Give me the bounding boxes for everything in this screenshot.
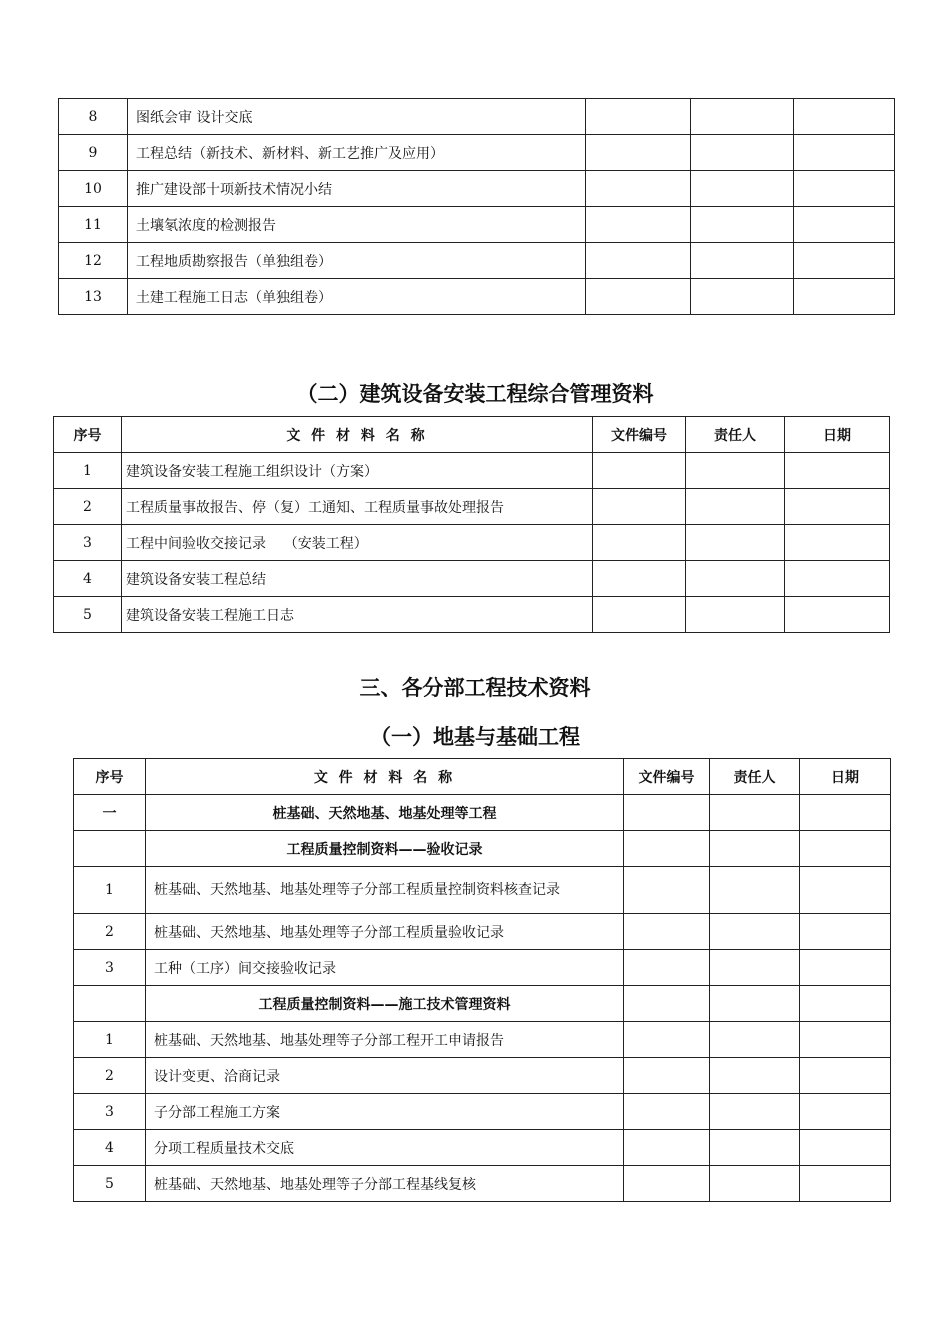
cell-date bbox=[794, 171, 895, 207]
table-row bbox=[59, 243, 895, 279]
row-name: 桩基础、天然地基、地基处理等子分部工程基线复核 bbox=[146, 1166, 624, 1202]
cell-code bbox=[624, 831, 710, 867]
group-row bbox=[74, 795, 891, 831]
cell-person bbox=[710, 1130, 800, 1166]
cell-date bbox=[800, 795, 891, 831]
row-name: 子分部工程施工方案 bbox=[146, 1094, 624, 1130]
cell-date bbox=[785, 561, 890, 597]
table-header-row bbox=[74, 759, 891, 795]
table-row bbox=[54, 561, 890, 597]
table-row bbox=[74, 914, 891, 950]
cell-date bbox=[800, 867, 891, 914]
table-row bbox=[59, 135, 895, 171]
cell-person bbox=[691, 171, 794, 207]
table-row bbox=[74, 867, 891, 914]
row-number: 8 bbox=[59, 99, 128, 135]
cell-date bbox=[785, 597, 890, 633]
cell-code bbox=[593, 561, 686, 597]
cell-empty bbox=[74, 986, 146, 1022]
row-number: 4 bbox=[54, 561, 122, 597]
cell-date bbox=[800, 950, 891, 986]
cell-person bbox=[710, 795, 800, 831]
cell-date bbox=[800, 831, 891, 867]
header-name: 文 件 材 料 名 称 bbox=[146, 759, 624, 795]
table-row bbox=[59, 207, 895, 243]
section-title-equipment: （二）建筑设备安装工程综合管理资料 bbox=[296, 382, 654, 406]
cell-person bbox=[686, 489, 785, 525]
row-number: 2 bbox=[54, 489, 122, 525]
row-name: 图纸会审 设计交底 bbox=[128, 99, 586, 135]
row-name: 工程中间验收交接记录 （安装工程） bbox=[122, 525, 593, 561]
section-subtitle-foundation: （一）地基与基础工程 bbox=[370, 725, 580, 749]
table-header-row bbox=[54, 417, 890, 453]
cell-date bbox=[785, 453, 890, 489]
cell-date bbox=[800, 1058, 891, 1094]
row-number: 10 bbox=[59, 171, 128, 207]
cell-code bbox=[624, 950, 710, 986]
cell-date bbox=[800, 1166, 891, 1202]
cell-person bbox=[691, 207, 794, 243]
section-title-technical: 三、各分部工程技术资料 bbox=[359, 676, 591, 700]
cell-code bbox=[593, 453, 686, 489]
row-number: 5 bbox=[54, 597, 122, 633]
header-no: 序号 bbox=[54, 417, 122, 453]
cell-code bbox=[624, 1058, 710, 1094]
row-number: 3 bbox=[74, 950, 146, 986]
row-number: 9 bbox=[59, 135, 128, 171]
table-row bbox=[59, 279, 895, 315]
subgroup-row bbox=[74, 986, 891, 1022]
cell-person bbox=[710, 1022, 800, 1058]
cell-date bbox=[785, 525, 890, 561]
row-name: 推广建设部十项新技术情况小结 bbox=[128, 171, 586, 207]
row-number: 13 bbox=[59, 279, 128, 315]
subgroup-row bbox=[74, 831, 891, 867]
cell-person bbox=[691, 135, 794, 171]
row-name: 桩基础、天然地基、地基处理等子分部工程质量控制资料核查记录 bbox=[146, 867, 624, 914]
table-row bbox=[74, 1058, 891, 1094]
header-person: 责任人 bbox=[686, 417, 785, 453]
cell-person bbox=[710, 1058, 800, 1094]
table-row bbox=[54, 597, 890, 633]
header-no: 序号 bbox=[74, 759, 146, 795]
row-name: 土壤氡浓度的检测报告 bbox=[128, 207, 586, 243]
cell-code bbox=[624, 795, 710, 831]
row-number: 12 bbox=[59, 243, 128, 279]
cell-date bbox=[800, 1022, 891, 1058]
cell-code bbox=[624, 1166, 710, 1202]
subgroup-title-management: 工程质量控制资料——施工技术管理资料 bbox=[146, 986, 624, 1022]
row-number: 3 bbox=[54, 525, 122, 561]
cell-code bbox=[586, 243, 691, 279]
row-name: 建筑设备安装工程施工组织设计（方案） bbox=[122, 453, 593, 489]
row-number: 2 bbox=[74, 1058, 146, 1094]
cell-person bbox=[686, 597, 785, 633]
row-name: 建筑设备安装工程施工日志 bbox=[122, 597, 593, 633]
row-number: 1 bbox=[54, 453, 122, 489]
cell-code bbox=[593, 597, 686, 633]
subgroup-title-acceptance: 工程质量控制资料——验收记录 bbox=[146, 831, 624, 867]
cell-person bbox=[710, 1166, 800, 1202]
cell-code bbox=[586, 171, 691, 207]
cell-date bbox=[794, 243, 895, 279]
cell-date bbox=[794, 207, 895, 243]
cell-code bbox=[624, 1022, 710, 1058]
row-name: 桩基础、天然地基、地基处理等子分部工程质量验收记录 bbox=[146, 914, 624, 950]
cell-code bbox=[586, 279, 691, 315]
header-date: 日期 bbox=[785, 417, 890, 453]
cell-person bbox=[691, 279, 794, 315]
cell-code bbox=[624, 1094, 710, 1130]
row-name: 土建工程施工日志（单独组卷） bbox=[128, 279, 586, 315]
table-row bbox=[54, 525, 890, 561]
row-number: 1 bbox=[74, 867, 146, 914]
header-date: 日期 bbox=[800, 759, 891, 795]
row-number: 5 bbox=[74, 1166, 146, 1202]
cell-date bbox=[800, 1130, 891, 1166]
cell-person bbox=[710, 831, 800, 867]
row-name: 桩基础、天然地基、地基处理等子分部工程开工申请报告 bbox=[146, 1022, 624, 1058]
row-name: 分项工程质量技术交底 bbox=[146, 1130, 624, 1166]
cell-code bbox=[624, 867, 710, 914]
cell-person bbox=[686, 453, 785, 489]
header-code: 文件编号 bbox=[593, 417, 686, 453]
cell-date bbox=[800, 986, 891, 1022]
table-continuation bbox=[58, 98, 895, 315]
row-number: 2 bbox=[74, 914, 146, 950]
cell-person bbox=[691, 243, 794, 279]
cell-code bbox=[624, 1130, 710, 1166]
row-number: 11 bbox=[59, 207, 128, 243]
cell-person bbox=[710, 1094, 800, 1130]
cell-code bbox=[586, 135, 691, 171]
table-equipment-management bbox=[53, 416, 890, 633]
cell-person bbox=[710, 914, 800, 950]
cell-person bbox=[691, 99, 794, 135]
cell-date bbox=[785, 489, 890, 525]
cell-date bbox=[794, 279, 895, 315]
cell-code bbox=[624, 986, 710, 1022]
header-name: 文 件 材 料 名 称 bbox=[122, 417, 593, 453]
table-row bbox=[74, 1022, 891, 1058]
cell-person bbox=[710, 867, 800, 914]
cell-code bbox=[586, 99, 691, 135]
cell-person bbox=[686, 561, 785, 597]
cell-date bbox=[794, 99, 895, 135]
table-row bbox=[54, 489, 890, 525]
cell-code bbox=[593, 525, 686, 561]
cell-empty bbox=[74, 831, 146, 867]
cell-code bbox=[624, 914, 710, 950]
cell-person bbox=[710, 986, 800, 1022]
table-row bbox=[74, 1094, 891, 1130]
cell-person bbox=[686, 525, 785, 561]
table-row bbox=[74, 1166, 891, 1202]
cell-code bbox=[586, 207, 691, 243]
row-number: 3 bbox=[74, 1094, 146, 1130]
group-number: 一 bbox=[74, 795, 146, 831]
table-foundation bbox=[73, 758, 891, 1202]
row-number: 4 bbox=[74, 1130, 146, 1166]
table-row bbox=[74, 950, 891, 986]
cell-date bbox=[800, 1094, 891, 1130]
cell-person bbox=[710, 950, 800, 986]
group-title: 桩基础、天然地基、地基处理等工程 bbox=[146, 795, 624, 831]
table-row bbox=[74, 1130, 891, 1166]
cell-date bbox=[794, 135, 895, 171]
row-name: 工种（工序）间交接验收记录 bbox=[146, 950, 624, 986]
cell-code bbox=[593, 489, 686, 525]
header-person: 责任人 bbox=[710, 759, 800, 795]
row-name: 设计变更、洽商记录 bbox=[146, 1058, 624, 1094]
table-row bbox=[54, 453, 890, 489]
row-number: 1 bbox=[74, 1022, 146, 1058]
row-name: 建筑设备安装工程总结 bbox=[122, 561, 593, 597]
row-name: 工程地质勘察报告（单独组卷） bbox=[128, 243, 586, 279]
table-row bbox=[59, 99, 895, 135]
header-code: 文件编号 bbox=[624, 759, 710, 795]
row-name: 工程总结（新技术、新材料、新工艺推广及应用） bbox=[128, 135, 586, 171]
table-row bbox=[59, 171, 895, 207]
cell-date bbox=[800, 914, 891, 950]
row-name: 工程质量事故报告、停（复）工通知、工程质量事故处理报告 bbox=[122, 489, 593, 525]
